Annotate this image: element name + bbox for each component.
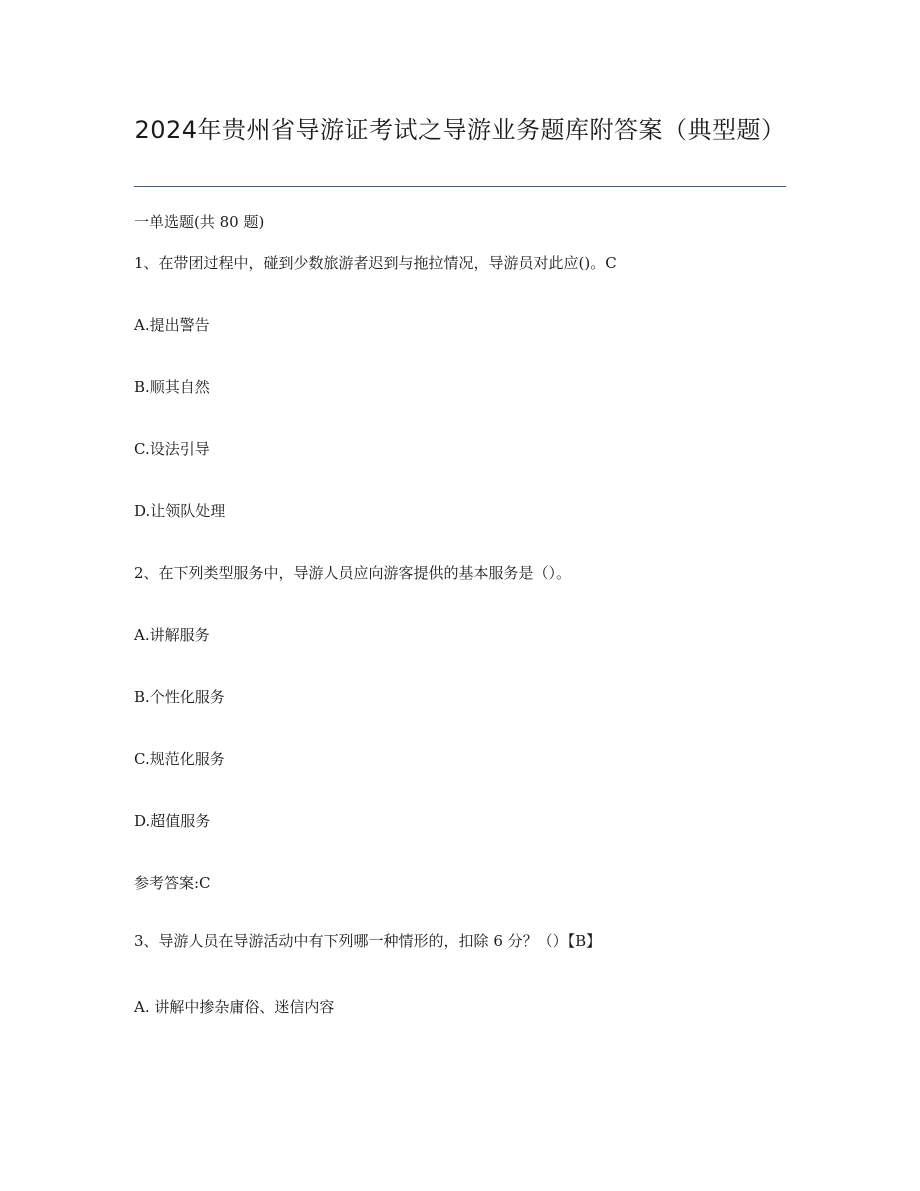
document-title: 2024年贵州省导游证考试之导游业务题库附答案（典型题）	[134, 116, 786, 144]
question-1-option-a: A.提出警告	[134, 316, 210, 334]
question-2-stem: 2、在下列类型服务中，导游人员应向游客提供的基本服务是（）。	[134, 564, 572, 582]
question-2-option-a: A.讲解服务	[134, 626, 210, 644]
question-3-stem: 3、导游人员在导游活动中有下列哪一种情形的，扣除 6 分？（）【B】	[134, 932, 602, 950]
question-2-option-b: B.个性化服务	[134, 688, 225, 706]
section-heading: 一单选题(共 80 题)	[134, 213, 265, 231]
question-3-option-a: A. 讲解中掺杂庸俗、迷信内容	[134, 998, 335, 1016]
question-2-option-d: D.超值服务	[134, 812, 211, 830]
question-2-answer: 参考答案:C	[134, 874, 211, 892]
question-1-option-d: D.让领队处理	[134, 502, 226, 520]
question-1-option-b: B.顺其自然	[134, 378, 210, 396]
question-1-option-c: C.设法引导	[134, 440, 210, 458]
question-1-stem: 1、在带团过程中，碰到少数旅游者迟到与拖拉情况，导游员对此应()。C	[134, 254, 617, 272]
title-divider	[134, 186, 786, 187]
question-2-option-c: C.规范化服务	[134, 750, 225, 768]
